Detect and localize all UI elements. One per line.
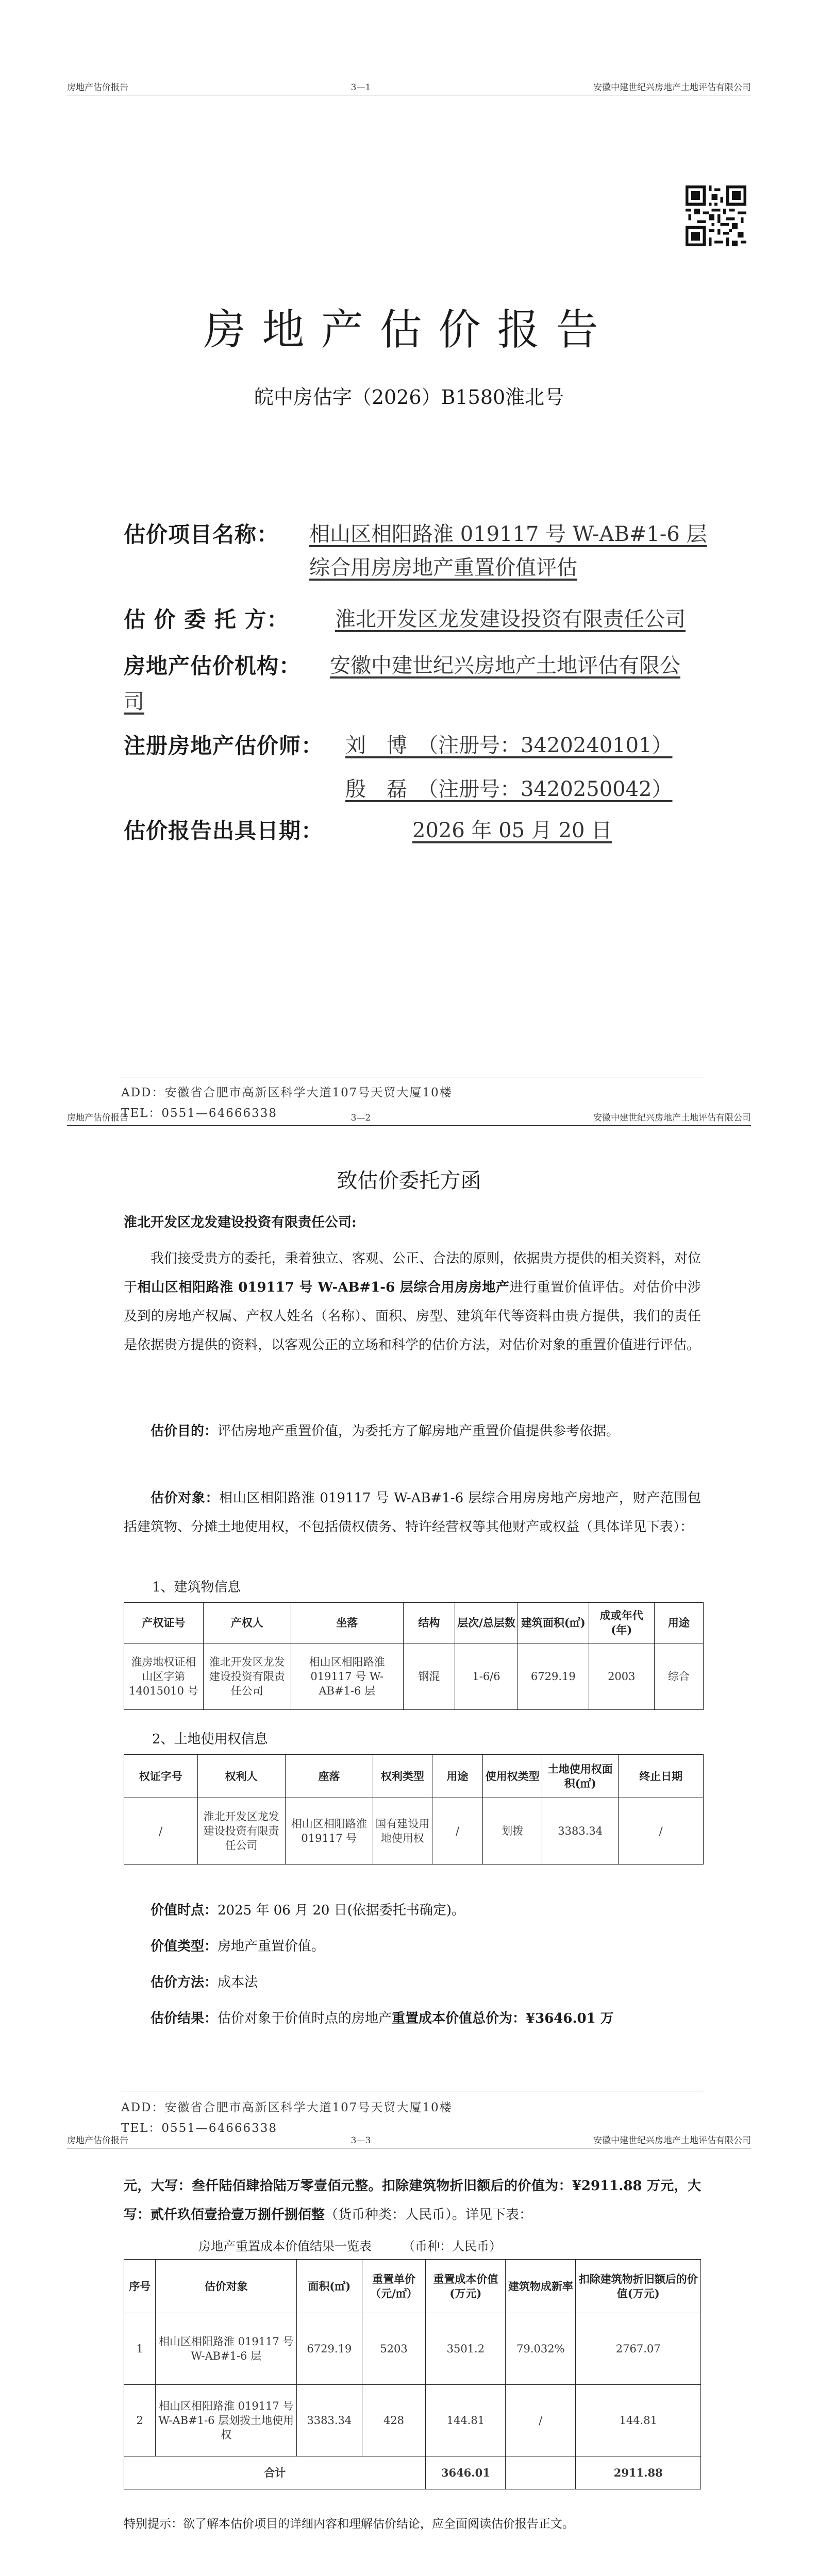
method-line bbox=[124, 1968, 701, 1997]
table-cell: 淮北开发区龙发建设投资有限责任公司 bbox=[203, 1643, 291, 1710]
result-total-value: 重置成本价值总价为：¥3646.01 万 bbox=[392, 2011, 614, 2026]
page-header bbox=[67, 77, 751, 95]
letter-title: 致估价委托方函 bbox=[337, 1169, 481, 1193]
table-header: 坐落 bbox=[291, 1603, 403, 1643]
agency-label: 房地产估价机构： bbox=[124, 653, 302, 679]
table-cell: 6729.19 bbox=[517, 1643, 589, 1710]
result-table-caption: 房地产重置成本价值结果一览表 （币种：人民币） bbox=[198, 2239, 502, 2253]
table-cell: 3383.34 bbox=[542, 1798, 619, 1865]
object-text: 相山区相阳路淮 019117 号 W-AB#1-6 层综合用房房地产房地产，财产范围包括建筑物、分摊土地使用权，不包括债权债务、特许经营权等其他财产或权益（具体详见下表）： bbox=[124, 1490, 701, 1535]
method-label: 估价方法： bbox=[151, 1975, 218, 1990]
table-header: 层次/总层数 bbox=[455, 1603, 518, 1643]
footer-address: ADD：安徽省合肥市高新区科学大道107号天贸大厦10楼 bbox=[121, 2101, 453, 2114]
value-time-text: 2025 年 06 月 20 日(依据委托书确定)。 bbox=[218, 1903, 465, 1918]
result-text: 估价对象于价值时点的房地产 bbox=[218, 2011, 392, 2026]
table-header: 建筑物成新率 bbox=[506, 2260, 576, 2313]
table-header: 使用权类型 bbox=[483, 1755, 542, 1798]
table-header: 重置单价（元/㎡） bbox=[362, 2260, 426, 2313]
table-cell: / bbox=[432, 1798, 482, 1865]
result-after-depreciation: 。扣除建筑物折旧额后的价值为：¥2911.88 万元，大写：贰仟玖佰壹拾壹万捌仟捌佰整 bbox=[124, 2178, 701, 2223]
table-cell: 淮北开发区龙发建设投资有限责任公司 bbox=[197, 1798, 285, 1865]
table-cell: 79.032% bbox=[506, 2313, 576, 2385]
report-date-value: 2026 年 05 月 20 日 bbox=[412, 819, 612, 842]
result-table bbox=[124, 2259, 701, 2489]
table-header: 产权人 bbox=[203, 1603, 291, 1643]
table-header: 终止日期 bbox=[619, 1755, 704, 1798]
header-right: 安徽中建世纪兴房地产土地评估有限公司 bbox=[593, 1113, 751, 1123]
table-header: 用途 bbox=[654, 1603, 703, 1643]
table-cell: 钢混 bbox=[403, 1643, 455, 1710]
agency-value-line2: 司 bbox=[124, 690, 144, 714]
project-name-value: 相山区相阳路淮 019117 号 W-AB#1-6 层 bbox=[309, 522, 707, 546]
table-cell: 相山区相阳路淮 019117 号 W-AB#1-6 层划拨土地使用权 bbox=[156, 2385, 297, 2456]
header-page-number: 3—1 bbox=[350, 82, 371, 93]
table-header: 产权证号 bbox=[124, 1603, 204, 1643]
table-cell: 淮房地权证相山区字第 14015010 号 bbox=[124, 1643, 204, 1710]
project-name-value-line2: 综合用房房地产重置价值评估 bbox=[309, 556, 577, 580]
letter-intro bbox=[124, 1244, 701, 1360]
result-continued bbox=[124, 2172, 701, 2229]
footer-tel: TEL：0551—64666338 bbox=[121, 1107, 278, 1120]
land-table bbox=[124, 1754, 704, 1865]
total-cost-value: 3646.01 bbox=[426, 2456, 506, 2489]
table-cell: 1-6/6 bbox=[455, 1643, 518, 1710]
value-type-text: 房地产重置价值。 bbox=[218, 1939, 325, 1954]
table-header: 土地使用权面积(㎡) bbox=[542, 1755, 619, 1798]
table-cell: / bbox=[506, 2385, 576, 2456]
table-cell: 144.81 bbox=[426, 2385, 506, 2456]
qr-code-icon bbox=[686, 185, 746, 246]
table-header: 座落 bbox=[285, 1755, 373, 1798]
table-header: 权证字号 bbox=[124, 1755, 198, 1798]
table-header: 估价对象 bbox=[156, 2260, 297, 2313]
total-empty-cell bbox=[506, 2456, 576, 2489]
table-header: 建筑面积(㎡) bbox=[517, 1603, 589, 1643]
object-paragraph bbox=[124, 1484, 701, 1541]
table-cell: 综合 bbox=[654, 1643, 703, 1710]
table-row bbox=[124, 2313, 701, 2385]
table-cell: 6729.19 bbox=[297, 2313, 362, 2385]
appraiser-label: 注册房地产估价师： bbox=[124, 733, 324, 758]
table-cell: 2003 bbox=[589, 1643, 654, 1710]
building-table bbox=[124, 1602, 704, 1710]
total-label: 合计 bbox=[124, 2456, 426, 2489]
object-label: 估价对象： bbox=[151, 1490, 220, 1506]
building-header-row bbox=[124, 1603, 704, 1643]
table-cell: 相山区相阳路淮 019117 号 W-AB#1-6 层 bbox=[291, 1643, 403, 1710]
result-amount-words: 元，大写：叁仟陆佰肆拾陆万零壹佰元整 bbox=[124, 2178, 369, 2194]
footer-tel: TEL：0551—64666338 bbox=[121, 2122, 278, 2135]
table-header: 序号 bbox=[124, 2260, 156, 2313]
letter-intro-rest: 进行重置价值评估。对估价中涉及到的房地产权属、产权人姓名（名称）、面积、房型、建筑年代等资料由贵方提供，我们的责任是依据贵方提供的资料，以客观公正的立场和科学的估价方法，对估价对象的重置价值进行评估。 bbox=[124, 1280, 701, 1353]
table-header: 权利类型 bbox=[373, 1755, 432, 1798]
appraiser-1: 刘 博 （注册号：3420240101） bbox=[345, 734, 673, 757]
table-header: 权利人 bbox=[197, 1755, 285, 1798]
appraiser-2: 殷 磊 （注册号：3420250042） bbox=[345, 777, 673, 801]
header-right: 安徽中建世纪兴房地产土地评估有限公司 bbox=[593, 82, 751, 93]
table-row bbox=[124, 1798, 704, 1865]
value-time-label: 价值时点： bbox=[151, 1903, 218, 1918]
header-left: 房地产估价报告 bbox=[67, 82, 128, 93]
table-row bbox=[124, 2385, 701, 2456]
table-cell: / bbox=[124, 1798, 198, 1865]
table-header: 重置成本价值(万元) bbox=[426, 2260, 506, 2313]
table-cell: 3383.34 bbox=[297, 2385, 362, 2456]
special-note: 特别提示：欲了解本估价项目的详细内容和理解估价结论，应全面阅读估价报告正文。 bbox=[124, 2517, 574, 2531]
table-cell: 相山区相阳路淮 019117 号 bbox=[285, 1798, 373, 1865]
header-page-number: 3—2 bbox=[350, 1113, 371, 1123]
table-cell: 国有建设用地使用权 bbox=[373, 1798, 432, 1865]
table-cell: 相山区相阳路淮 019117 号 W-AB#1-6 层 bbox=[156, 2313, 297, 2385]
value-type-line bbox=[124, 1932, 701, 1961]
purpose-paragraph bbox=[124, 1417, 701, 1446]
table-cell: 2 bbox=[124, 2385, 156, 2456]
table-cell: 5203 bbox=[362, 2313, 426, 2385]
table-cell: 144.81 bbox=[576, 2385, 701, 2456]
total-row bbox=[124, 2456, 701, 2489]
total-after-value: 2911.88 bbox=[576, 2456, 701, 2489]
method-text: 成本法 bbox=[218, 1975, 258, 1990]
letter-intro-object: 相山区相阳路淮 019117 号 W-AB#1-6 层综合用房房地产 bbox=[137, 1280, 510, 1295]
land-header-row bbox=[124, 1755, 704, 1798]
table-cell: / bbox=[619, 1798, 704, 1865]
document-number: 皖中房估字（2026）B1580淮北号 bbox=[254, 386, 564, 409]
result-currency-note: （货币种类：人民币）。详见下表： bbox=[325, 2207, 533, 2223]
table-cell: 428 bbox=[362, 2385, 426, 2456]
table-header: 成或年代(年) bbox=[589, 1603, 654, 1643]
result-header-row bbox=[124, 2260, 701, 2313]
table-header: 面积(㎡) bbox=[297, 2260, 362, 2313]
purpose-label: 估价目的： bbox=[151, 1423, 218, 1439]
header-page-number: 3—3 bbox=[350, 2136, 371, 2146]
table-header: 结构 bbox=[403, 1603, 455, 1643]
value-type-label: 价值类型： bbox=[151, 1939, 218, 1954]
header-left: 房地产估价报告 bbox=[67, 2136, 128, 2146]
land-caption: 2、土地使用权信息 bbox=[152, 1732, 268, 1747]
table-header: 用途 bbox=[432, 1755, 482, 1798]
purpose-text: 评估房地产重置价值，为委托方了解房地产重置价值提供参考依据。 bbox=[218, 1423, 620, 1439]
footer-address: ADD：安徽省合肥市高新区科学大道107号天贸大厦10楼 bbox=[121, 1086, 453, 1099]
table-cell: 划拨 bbox=[483, 1798, 542, 1865]
report-title: 房地产估价报告 bbox=[203, 306, 615, 354]
value-time-line bbox=[124, 1896, 701, 1925]
page-header bbox=[67, 1108, 751, 1126]
table-row bbox=[124, 1643, 704, 1710]
header-right: 安徽中建世纪兴房地产土地评估有限公司 bbox=[593, 2136, 751, 2146]
client-value: 淮北开发区龙发建设投资有限责任公司 bbox=[335, 607, 686, 631]
table-cell: 1 bbox=[124, 2313, 156, 2385]
table-header: 扣除建筑物折旧额后的价值(万元) bbox=[576, 2260, 701, 2313]
building-caption: 1、建筑物信息 bbox=[152, 1580, 241, 1595]
project-name-label: 估价项目名称： bbox=[124, 522, 279, 547]
client-label: 估 价 委 托 方： bbox=[124, 607, 289, 632]
table-cell: 2767.07 bbox=[576, 2313, 701, 2385]
letter-intro-text: 我们接受贵方的委托，秉着独立、客观、公正、合法的原则，依据贵方提供的相关资料，对位于 bbox=[124, 1251, 701, 1295]
report-date-label: 估价报告出具日期： bbox=[124, 818, 324, 843]
header-left: 房地产估价报告 bbox=[67, 1113, 128, 1123]
page-header bbox=[67, 2130, 751, 2148]
result-line bbox=[124, 2004, 701, 2033]
table-cell: 3501.2 bbox=[426, 2313, 506, 2385]
agency-value: 安徽中建世纪兴房地产土地评估有限公 bbox=[330, 654, 680, 677]
result-label: 估价结果： bbox=[151, 2011, 218, 2026]
letter-addressee: 淮北开发区龙发建设投资有限责任公司: bbox=[124, 1215, 357, 1230]
